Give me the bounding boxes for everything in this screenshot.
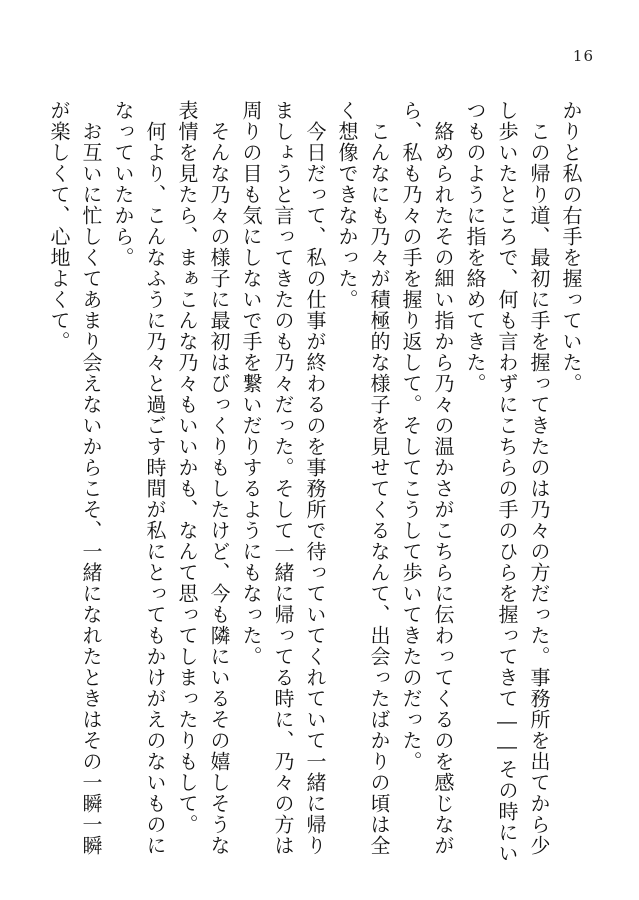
- paragraph-6: そんな乃々の様子に最初はびっくりもしたけど、今も隣にいるその嬉しそうな表情を見たら、まぁこんな乃々もいいかも、なんて思ってしまったりもして。: [175, 100, 231, 856]
- paragraph-1: かりと私の右手を握っていた。: [559, 100, 583, 394]
- paragraph-5: 今日だって、私の仕事が終わるのを事務所で待っていてくれていて一緒に帰りましょうと言ってきたのも乃々だった。そして一緒に帰ってる時に、乃々の方は周りの目も気にしないで手を繋いだりするようにもなった。: [239, 100, 327, 856]
- paragraph-3: 絡められたその細い指から乃々の温かさがこちらに伝わってくるのを感じながら、私も乃々の手を握り返して。そしてこうして歩いてきたのだった。: [399, 100, 455, 856]
- vertical-text-body: [47, 100, 587, 870]
- page-number: 16: [572, 47, 594, 65]
- paragraph-2: この帰り道、最初に手を握ってきたのは乃々の方だった。事務所を出てから少し歩いたところで、何も言わずにこちらの手のひらを握ってきて――その時にいつものように指を絡めてきた。: [463, 100, 551, 864]
- paragraph-7: 何より、こんなふうに乃々と過ごす時間が私にとってもかけがえのないものになっていたから。: [111, 100, 167, 856]
- paragraph-4: こんなにも乃々が積極的な様子を見せてくるなんて、出会ったばかりの頃は全く想像できなかった。: [335, 100, 391, 856]
- paragraph-8: お互いに忙しくてあまり会えないからこそ、一緒になれたときはその一瞬一瞬が楽しくて、心地よくて。: [47, 100, 103, 856]
